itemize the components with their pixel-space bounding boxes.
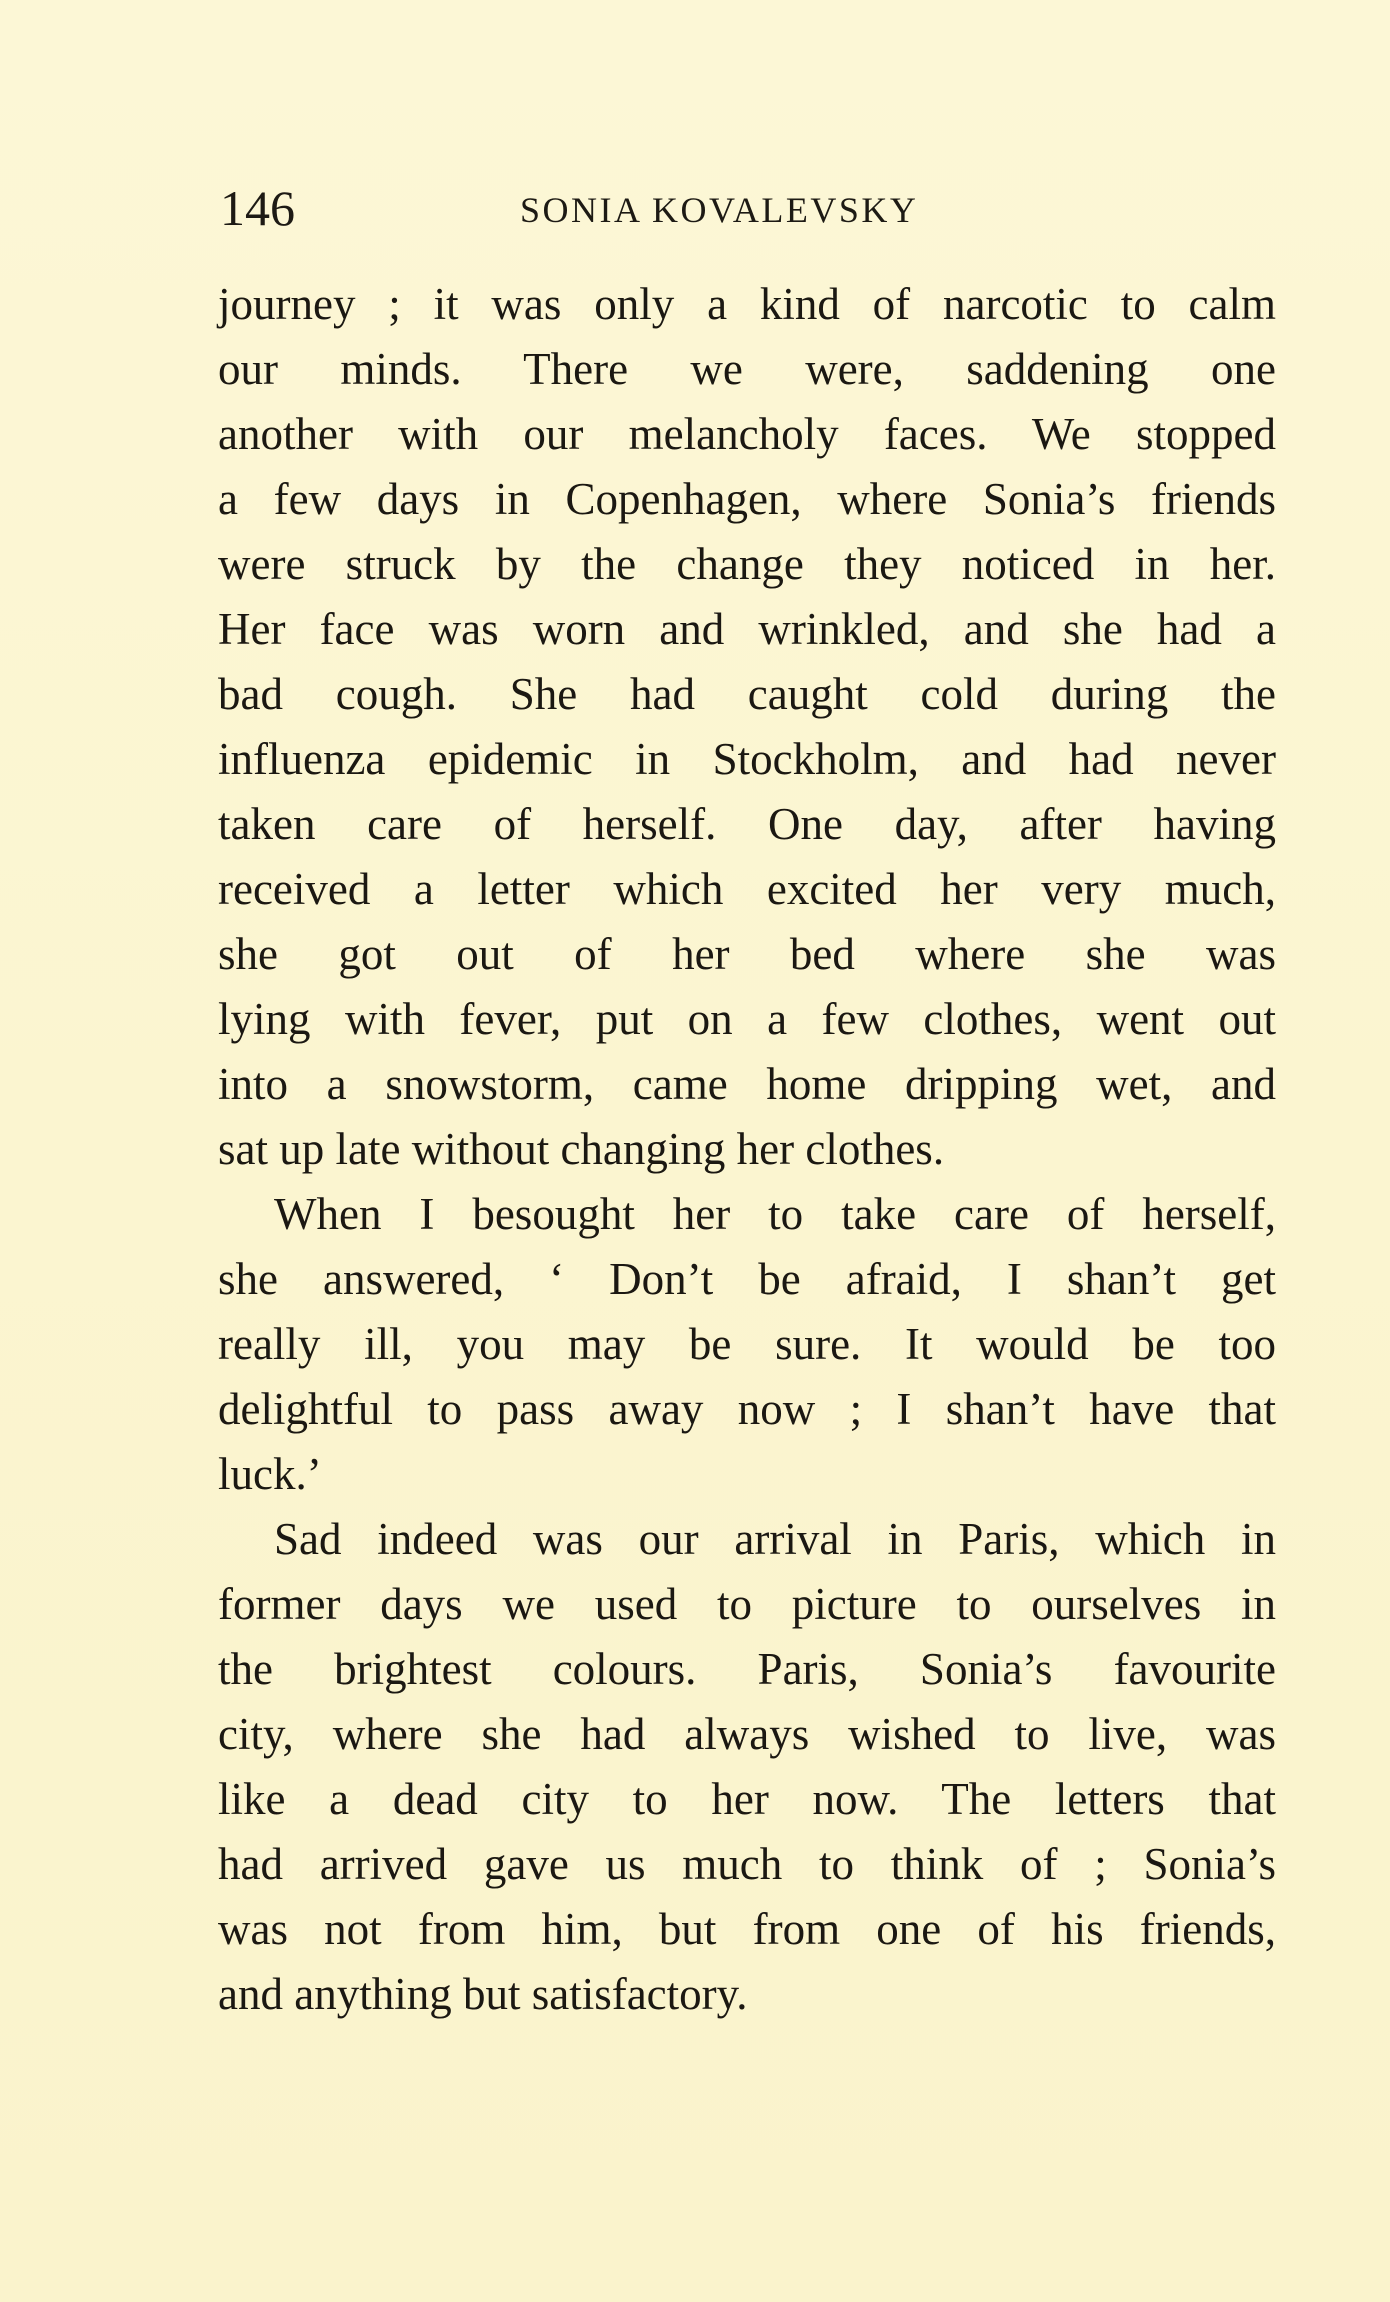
body-text (218, 272, 1276, 2027)
text-line: the brightest colours. Paris, Sonia’s favourite (218, 1644, 1276, 1694)
text-line: was not from him, but from one of his friends, (218, 1904, 1276, 1954)
text-line: she got out of her bed where she was (218, 929, 1276, 979)
text-line: a few days in Copenhagen, where Sonia’s friends (218, 474, 1276, 524)
running-title: SONIA KOVALEVSKY (520, 190, 919, 230)
page-number: 146 (220, 180, 295, 236)
running-head (220, 178, 1275, 238)
text-line: another with our melancholy faces. We stopped (218, 409, 1276, 459)
text-line: influenza epidemic in Stockholm, and had never (218, 734, 1276, 784)
text-line: former days we used to picture to ourselves in (218, 1579, 1276, 1629)
text-line: Her face was worn and wrinkled, and she had a (218, 604, 1276, 654)
text-line: and anything but satisfactory. (218, 1969, 748, 2019)
text-line: bad cough. She had caught cold during the (218, 669, 1276, 719)
text-line: lying with fever, put on a few clothes, went out (218, 994, 1276, 1044)
text-line: city, where she had always wished to live, was (218, 1709, 1276, 1759)
text-line: delightful to pass away now ; I shan’t have that (218, 1384, 1276, 1434)
paragraph (218, 1182, 1276, 1507)
text-line: were struck by the change they noticed in her. (218, 539, 1276, 589)
text-line: our minds. There we were, saddening one (218, 344, 1276, 394)
text-line: received a letter which excited her very much, (218, 864, 1276, 914)
text-line: had arrived gave us much to think of ; Sonia’s (218, 1839, 1276, 1889)
text-line: taken care of herself. One day, after having (218, 799, 1276, 849)
text-line: really ill, you may be sure. It would be too (218, 1319, 1276, 1369)
text-line: When I besought her to take care of herself, (274, 1189, 1276, 1239)
paragraph (218, 272, 1276, 1182)
text-line: journey ; it was only a kind of narcotic to calm (218, 279, 1276, 329)
text-line: Sad indeed was our arrival in Paris, which in (274, 1514, 1276, 1564)
text-line: into a snowstorm, came home dripping wet, and (218, 1059, 1276, 1109)
text-line: luck.’ (218, 1449, 322, 1499)
text-line: sat up late without changing her clothes. (218, 1124, 945, 1174)
text-line: she answered, ‘ Don’t be afraid, I shan’t get (218, 1254, 1276, 1304)
text-line: like a dead city to her now. The letters that (218, 1774, 1276, 1824)
paragraph (218, 1507, 1276, 2027)
